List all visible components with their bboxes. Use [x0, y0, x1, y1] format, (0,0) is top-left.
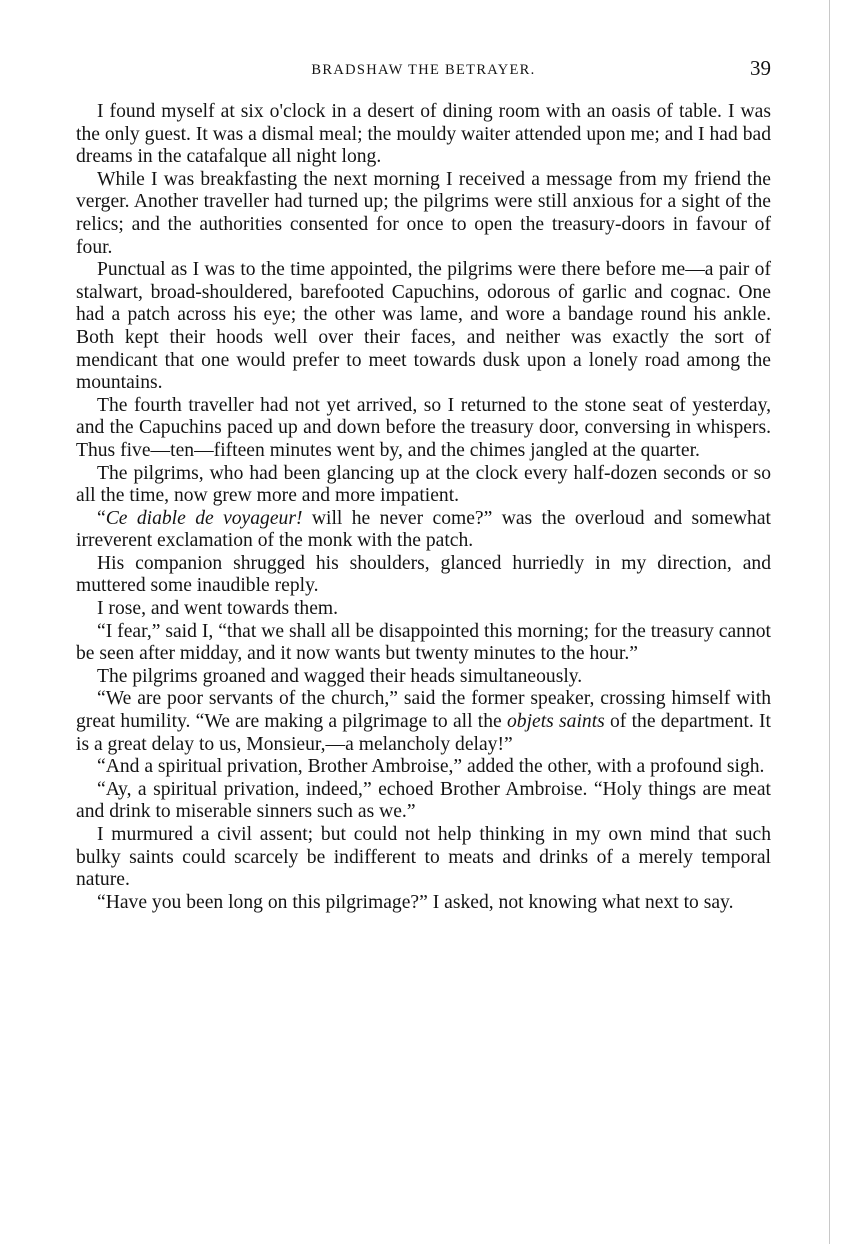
running-head — [76, 58, 771, 82]
paragraph: I rose, and went towards them. — [97, 598, 339, 620]
running-title: BRADSHAW THE BETRAYER. — [311, 62, 536, 78]
paragraph: The fourth traveller had not yet arrived, so I returned to the stone seat of yesterday, and the Capuchins paced up and down before the treasury door, conversing in whispers. Thus five—ten—fifteen minutes went by, and the chimes jangled at the quarter. — [76, 394, 771, 461]
paragraph: “And a spiritual privation, Brother Ambroise,” added the other, with a profound sigh. — [97, 756, 765, 778]
paragraph-opening: “We are poor servants of the church,” said the former speaker, crossing himself with great humility. “We are making a pilgrimage to all the — [76, 688, 771, 733]
paragraph-continuation: of the department. It is a great delay to us, Monsieur,—a melancholy delay!” — [76, 711, 771, 755]
paragraph: “I fear,” said I, “that we shall all be disappointed this morning; for the treasury cannot be seen after midday, and it now wants but twenty minutes to the hour.” — [76, 620, 771, 665]
page-number: 39 — [750, 56, 771, 80]
french-exclamation: Ce diable de voyageur! — [105, 507, 303, 529]
paragraph — [76, 508, 771, 553]
body-text — [76, 101, 771, 914]
italic-phrase: objets saints — [506, 711, 605, 733]
paragraph: His companion shrugged his shoulders, glanced hurriedly in my direction, and muttered some inaudible reply. — [76, 552, 771, 597]
paragraph: The pilgrims groaned and wagged their heads simultaneously. — [97, 665, 583, 687]
paragraph: “Ay, a spiritual privation, indeed,” echoed Brother Ambroise. “Holy things are meat and drink to miserable sinners such as we.” — [76, 778, 771, 823]
paragraph: I murmured a civil assent; but could not help thinking in my own mind that such bulky saints could scarcely be indifferent to meats and drinks of a merely temporal nature. — [76, 824, 771, 891]
paragraph: “Have you been long on this pilgrimage?” I asked, not knowing what next to say. — [97, 891, 734, 913]
page-edge-rule — [829, 0, 830, 1244]
paragraph-continuation: will he never come?” was the overloud and somewhat irreverent exclamation of the monk with the patch. — [76, 507, 771, 552]
paragraph: The pilgrims, who had been glancing up at the clock every half-dozen seconds or so all the time, now grew more and more impatient. — [76, 462, 771, 507]
open-quote: “ — [97, 507, 106, 529]
paragraph: Punctual as I was to the time appointed, the pilgrims were there before me—a pair of stalwart, broad-shouldered, barefooted Capuchins, odorous of garlic and cognac. One had a patch across his eye; the other was lame, and wore a bandage round his ankle. Both kept their hoods well over their faces, and neither was exactly the sort of mendicant that one would prefer to meet towards dusk upon a lonely road among the mountains. — [76, 259, 771, 394]
paragraph: I found myself at six o'clock in a desert of dining room with an oasis of table. I was the only guest. It was a dismal meal; the mouldy waiter attended upon me; and I had bad dreams in the catafalque all night long. — [76, 101, 771, 168]
paragraph — [76, 688, 771, 756]
paragraph: While I was breakfasting the next morning I received a message from my friend the verger. Another traveller had turned up; the pilgrims were still anxious for a sight of the relics; and the authorities consented for once to open the treasury-doors in favour of four. — [76, 168, 771, 258]
